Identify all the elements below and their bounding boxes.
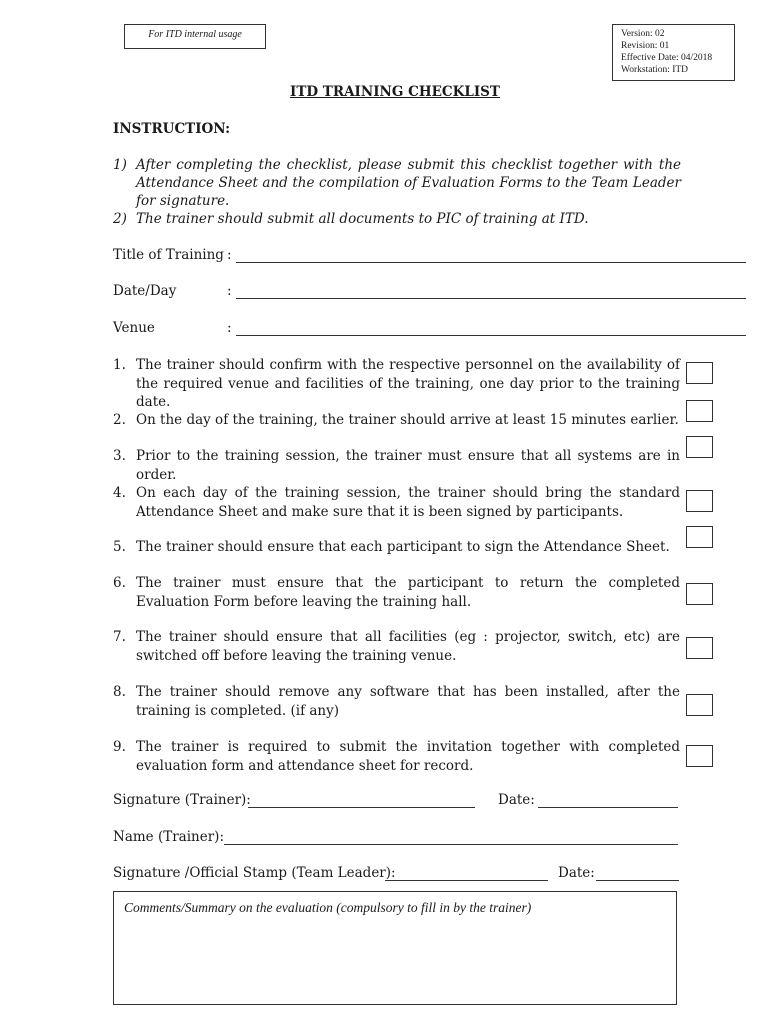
document-info-box bbox=[612, 24, 735, 81]
checkbox-item-7[interactable] bbox=[686, 637, 713, 659]
item-number: 4. bbox=[113, 485, 126, 501]
venue-label: Venue bbox=[113, 320, 155, 336]
item-text: The trainer should remove any software that has been installed, after the training is completed. (if any) bbox=[136, 684, 680, 719]
trainer-date-line[interactable] bbox=[538, 807, 678, 808]
instruction-number: 1) bbox=[113, 157, 127, 173]
checklist-item-7 bbox=[113, 628, 680, 665]
checklist-item-3 bbox=[113, 447, 680, 484]
instruction-heading: INSTRUCTION: bbox=[113, 121, 231, 137]
checklist-item-8 bbox=[113, 683, 680, 720]
trainer-name-line[interactable] bbox=[224, 844, 678, 845]
item-text: On the day of the training, the trainer should arrive at least 15 minutes earlier. bbox=[136, 412, 679, 428]
usage-note: For ITD internal usage bbox=[148, 29, 242, 40]
checklist-item-5 bbox=[113, 538, 680, 557]
team-leader-date-line[interactable] bbox=[596, 880, 679, 881]
item-number: 3. bbox=[113, 448, 126, 464]
checklist-item-2 bbox=[113, 411, 680, 430]
item-text: The trainer must ensure that the participant to return the completed Evaluation Form before leaving the training hall. bbox=[136, 575, 680, 610]
checklist-item-1 bbox=[113, 356, 680, 412]
instruction-text: The trainer should submit all documents to PIC of training at ITD. bbox=[136, 211, 589, 227]
instruction-text: After completing the checklist, please submit this checklist together with the Attendance Sheet and the compilation of Evaluation Forms to the Team Leader for signature. bbox=[136, 157, 681, 209]
item-number: 5. bbox=[113, 539, 126, 555]
item-text: The trainer should ensure that each participant to sign the Attendance Sheet. bbox=[136, 539, 670, 555]
item-number: 9. bbox=[113, 739, 126, 755]
trainer-name-label: Name (Trainer): bbox=[113, 829, 224, 845]
checkbox-item-8[interactable] bbox=[686, 694, 713, 716]
checkbox-item-2[interactable] bbox=[686, 400, 713, 422]
item-text: The trainer is required to submit the invitation together with completed evaluation form and attendance sheet for record. bbox=[136, 739, 680, 774]
checkbox-item-1[interactable] bbox=[686, 362, 713, 384]
comments-box[interactable] bbox=[113, 891, 677, 1005]
item-number: 2. bbox=[113, 412, 126, 428]
date-day-line[interactable] bbox=[236, 298, 746, 299]
internal-usage-box bbox=[124, 24, 266, 49]
instruction-number: 2) bbox=[113, 211, 127, 227]
trainer-date-label: Date: bbox=[498, 792, 535, 808]
field-colon: : bbox=[227, 283, 232, 299]
checkbox-item-4[interactable] bbox=[686, 490, 713, 512]
checkbox-item-9[interactable] bbox=[686, 745, 713, 767]
item-text: Prior to the training session, the trainer must ensure that all systems are in order. bbox=[136, 448, 680, 483]
field-colon: : bbox=[227, 247, 232, 263]
item-number: 6. bbox=[113, 575, 126, 591]
title-of-training-label: Title of Training bbox=[113, 247, 224, 263]
date-day-label: Date/Day bbox=[113, 283, 177, 299]
field-colon: : bbox=[227, 320, 232, 336]
checklist-item-9 bbox=[113, 738, 680, 775]
checklist-item-4 bbox=[113, 484, 680, 521]
item-text: On each day of the training session, the trainer should bring the standard Attendance Sheet and make sure that it is been signed by participants. bbox=[136, 485, 680, 520]
comments-label: Comments/Summary on the evaluation (compulsory to fill in by the trainer) bbox=[124, 900, 532, 915]
workstation-text: Workstation: ITD bbox=[621, 65, 689, 75]
item-number: 8. bbox=[113, 684, 126, 700]
team-leader-signature-line[interactable] bbox=[385, 880, 548, 881]
checkbox-item-6[interactable] bbox=[686, 583, 713, 605]
trainer-signature-line[interactable] bbox=[248, 807, 475, 808]
item-number: 7. bbox=[113, 629, 126, 645]
instruction-item-2 bbox=[113, 210, 681, 228]
item-text: The trainer should confirm with the respective personnel on the availability of the required venue and facilities of the training, one day prior to the training date. bbox=[136, 357, 680, 410]
item-text: The trainer should ensure that all facilities (eg : projector, switch, etc) are switched off before leaving the training venue. bbox=[136, 629, 680, 664]
instruction-item-1 bbox=[113, 156, 681, 210]
item-number: 1. bbox=[113, 357, 126, 373]
version-text: Version: 02 bbox=[621, 29, 665, 39]
venue-line[interactable] bbox=[236, 335, 746, 336]
team-leader-signature-label: Signature /Official Stamp (Team Leader): bbox=[113, 865, 396, 881]
effective-date-text: Effective Date: 04/2018 bbox=[621, 53, 713, 63]
checkbox-item-5[interactable] bbox=[686, 526, 713, 548]
checkbox-item-3[interactable] bbox=[686, 436, 713, 458]
team-leader-date-label: Date: bbox=[558, 865, 595, 881]
trainer-signature-label: Signature (Trainer): bbox=[113, 792, 251, 808]
revision-text: Revision: 01 bbox=[621, 41, 670, 51]
page-title: ITD TRAINING CHECKLIST bbox=[290, 84, 500, 100]
checklist-item-6 bbox=[113, 574, 680, 611]
title-of-training-line[interactable] bbox=[236, 262, 746, 263]
